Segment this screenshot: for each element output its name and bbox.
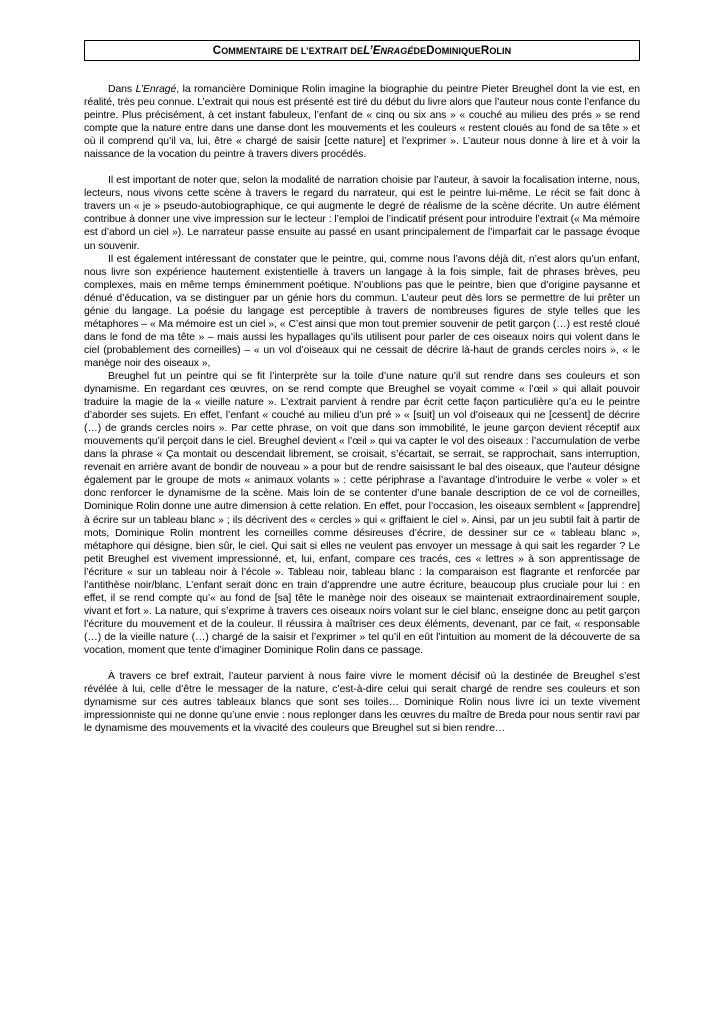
document-body xyxy=(84,83,640,735)
title-italic-big: L’E xyxy=(363,44,381,57)
title-italic-small: NRAGÉ xyxy=(380,45,414,56)
paragraph-1-start: Dans xyxy=(108,84,136,95)
paragraph-introduction xyxy=(84,83,640,161)
paragraph-conclusion: À travers ce bref extrait, l’auteur parvient à nous faire vivre le moment décisif où la destinée de Breughel s’est révélée à lui, celle d’être le messager de la nature, c’est-à-dire celui qui serait chargé de rendre ses couleurs et son dynamisme sur ces autres tableaux blancs que sont ses toiles… Dominique Rolin nous livre ici un texte vivement impressionniste qui ne donne qu’une envie : nous replonger dans les œuvres du maître de Breda pour nous sentir ravi par le dynamisme des mouvements et la vivacité des couleurs que Breughel sut si bien rendre… xyxy=(84,671,640,735)
paragraph-narration: Il est important de noter que, selon la modalité de narration choisie par l’auteur, à savoir la focalisation interne, nous, lecteurs, nous vivons cette scène à travers le regard du narrateur, qui est le peintre lui-même. Le récit se fait donc à travers un « je » pseudo-autobiographique, ce qui augmente le degré de réalisme de la scène décrite. Un autre élément contribue à donner une vive impression sur le lecteur : l’emploi de l’indicatif présent pour introduire l’extrait (« Ma mémoire est d’abord un ciel »). Le narrateur passe ensuite au passé en usant principalement de l’imparfait car le passage évoque un souvenir. xyxy=(84,175,640,252)
title-prefix-big: C xyxy=(212,44,222,57)
paragraph-language: Il est également intéressant de constater que le peintre, qui, comme nous l’avons déjà dit, n’est alors qu’un enfant, nous livre son expérience hautement existentielle à travers un langage à la fois simple, fait de phrases brèves, peu complexes, mais en même temps éminemment poétique. N’oublions pas que le peintre, bien que d’origine paysanne et dénué d’éducation, va se distinguer par un génie hors du commun. L’auteur peut dès lors se permettre de lui prêter un génie du langage. La poésie du langage est perceptible à travers de nombreuses figures de style telles que les métaphores – « Ma mémoire est un ciel », « C’est ainsi que mon tout premier souvenir de petit garçon (…) est resté cloué dans le fond de ma tête » – mais aussi les hypallages qu’ils utilisent pour parler de ces oiseaux noirs qui volent dans le ciel (probablement des corneilles) – « un vol d’oiseaux qui ne cessait de décrire là-haut de grands cercles noirs », « le manège noir des oiseaux », xyxy=(84,253,640,369)
title-mid: DE xyxy=(413,45,427,56)
title-name1-big: D xyxy=(426,44,435,57)
document-title xyxy=(84,40,640,61)
title-name2-big: R xyxy=(480,44,490,57)
paragraph-nature: Breughel fut un peintre qui se fit l’interprète sur la toile d’une nature qu’il sut rendre dans ses couleurs et son dynamisme. En regardant ces œuvres, on se rend compte que Breughel se voyait comme « l’œil » qui allait pouvoir traduire la magie de la « vieille nature ». L’extrait parvient à rendre par écrit cette façon particulière qu’a eu le peintre d’aborder ses sujets. En effet, l’enfant « couché au milieu d’un pré » « [suit] un vol d’oiseaux qui ne [cessent] de décrire (…) de grands cercles noirs ». Par cette phrase, on voit que dans son immobilité, le jeune garçon devient réceptif aux mouvements qu’il perçoit dans le ciel. Breughel devient « l’œil » qui va capter le vol des oiseaux : l’accumulation de verbe dans la phrase « Ça montait ou descendait librement, se croisait, s’écartait, se serrait, se rapprochait, sans interruption, revenait en arrière avant de bondir de nouveau » a pour but de rendre saisissant le bal des oiseaux, que l’auteur désigne également par le groupe de mots « animaux volants » : cette périphrase a l’avantage d’introduire le verbe « voler » et donc renforcer le dynamisme de la scène. Mais loin de se contenter d’une banale description de ce vol de corneilles, Dominique Rolin donne une autre dimension à cette relation. En effet, pour l’occasion, les oiseaux semblent « [apprendre] à écrire sur un tableau blanc » ; ils décrivent des « cercles » qui « griffaient le ciel ». Ainsi, par un jeu subtil fait à partir de mots, Dominique Rolin montrent les corneilles comme désireuses d’écrire, de dessiner sur ce « tableau blanc », métaphore qui désigne, bien sûr, le ciel. Qui sait si elles ne veulent pas envoyer un message à qui sait les regarder ? Le petit Breughel est vivement impressionné, et, lui, enfant, compare ces tracés, ces « lettres » à son apprentissage de l’écriture « sur un tableau noir à l’école ». Tableau noir, tableau blanc : la comparaison est flagrante et renforcée par l’antithèse noir/blanc. L’enfant serait donc en train d’apprendre une autre écriture, beaucoup plus cruciale pour lui : en effet, il se rend compte qu’« au fond de [sa] tête le manège noir des oiseaux se maintenait extraordinairement souple, vivant et fort ». La nature, qui s’exprime à travers ces oiseaux noirs volant sur le ciel blanc, enseigne donc au petit garçon l’écriture du mouvement et de la couleur. Il réussira à maîtriser ces deux éléments, devenant, par ce fait, « responsable (…) de la vieille nature (…) chargé de la saisir et l’exprimer » tel qu’il en eût l’intuition au moment de la découverte de sa vocation, moment que tente d’imaginer Dominique Rolin dans ce passage. xyxy=(84,370,640,656)
title-prefix-small: OMMENTAIRE DE L’EXTRAIT DE xyxy=(221,45,364,56)
paragraph-1-rest: , la romancière Dominique Rolin imagine la biographie du peintre Pieter Breughel dont la vie est, en réalité, très peu connue. L’extrait qui nous est présenté est tiré du début du livre alors que l’auteur nous conte l’enfance du peintre. Plus précisément, à cet instant fabuleux, l’enfant de « cinq ou six ans » « couché au milieu des prés » se rend compte que la nature entre dans une danse dont les mouvements et les couleurs « restent cloués au fond de sa tête » et où il comprend qu’il va, lui, être « chargé de saisir [cette nature] et l’exprimer ». L’auteur nous donne à lire et à voir la naissance de la vocation du peintre à travers divers procédés. xyxy=(84,84,640,161)
title-name1-small: OMINIQUE xyxy=(434,45,481,56)
document-page xyxy=(84,40,640,735)
book-title-italic: L’Enragé xyxy=(135,84,177,95)
title-name2-small: OLIN xyxy=(489,45,512,56)
